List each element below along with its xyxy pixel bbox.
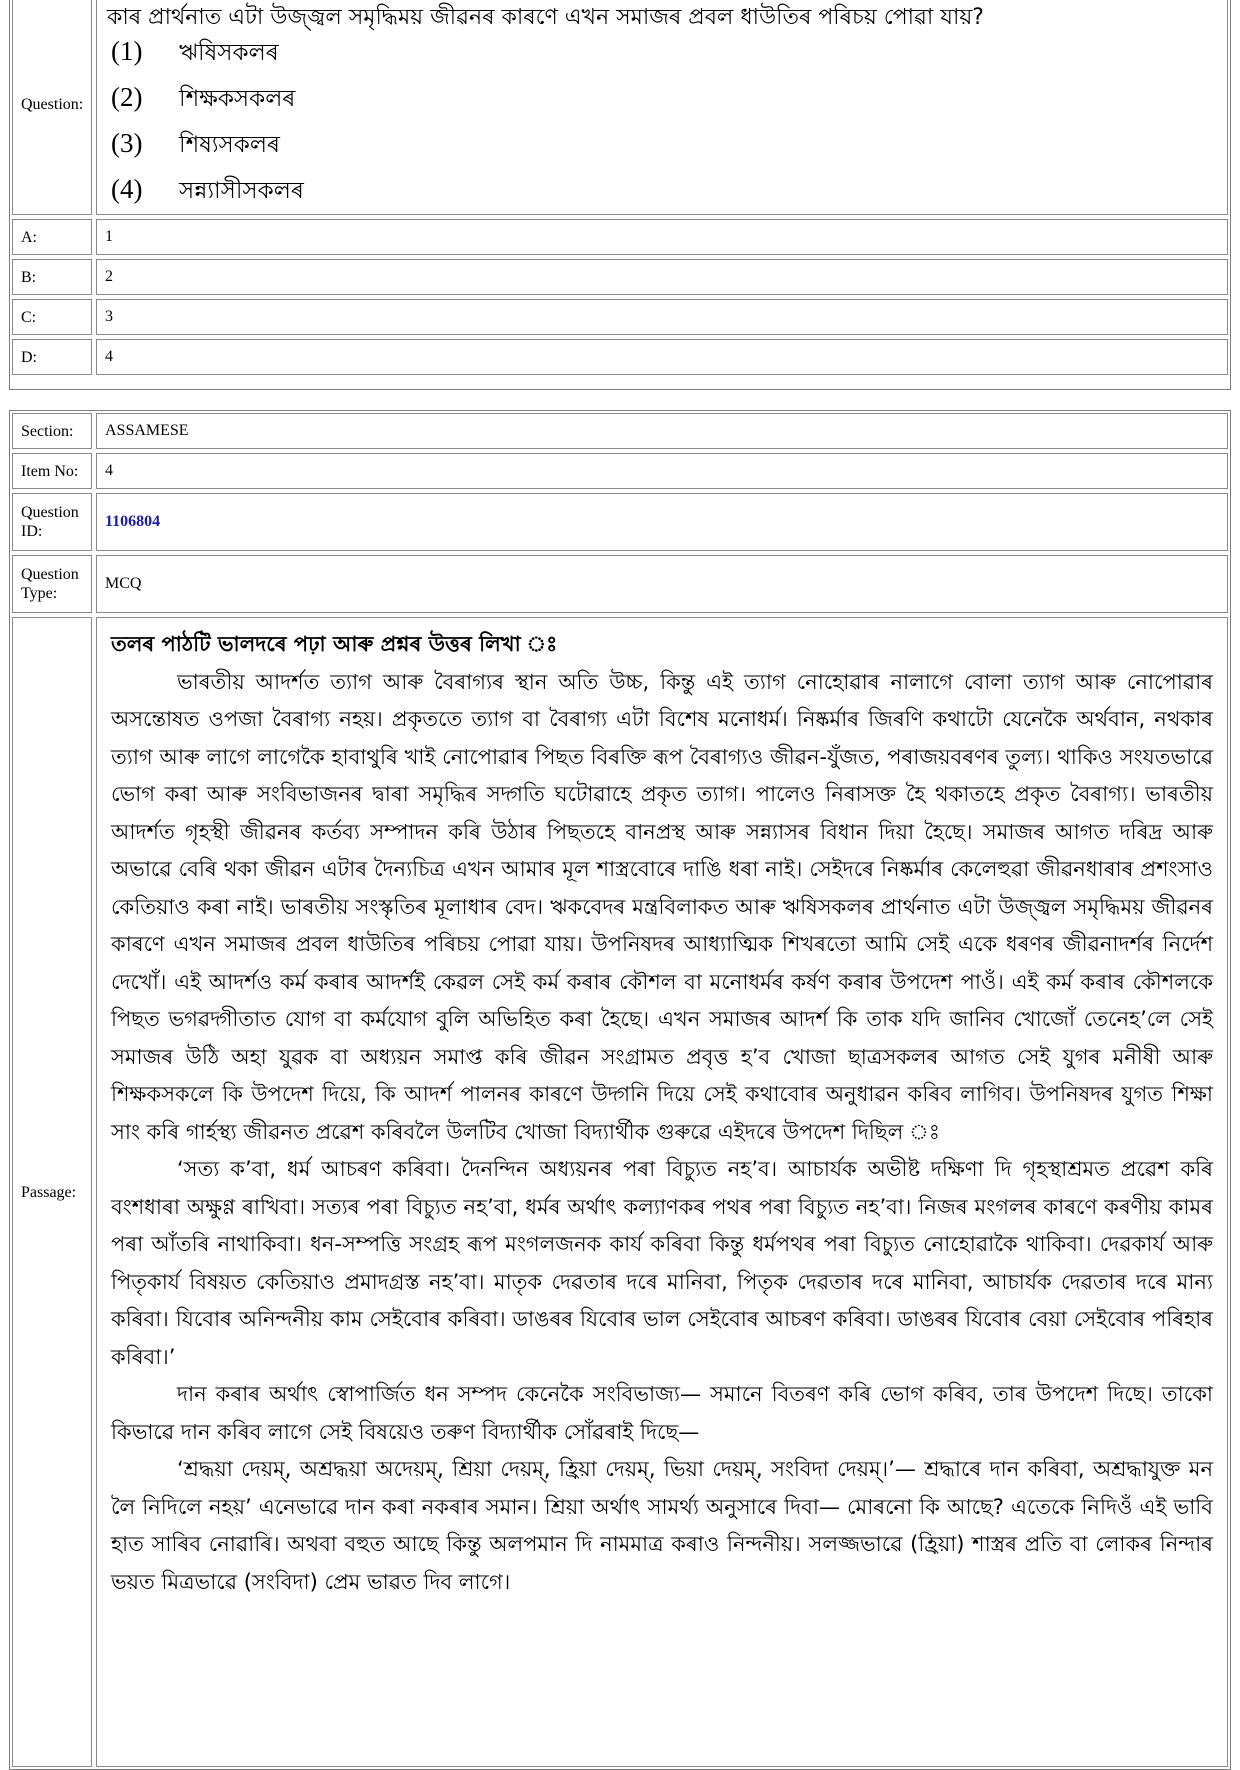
passage-paragraph: ভাৰতীয় আদৰ্শত ত্যাগ আৰু বৈৰাগ্যৰ স্থান অতি উচ্চ, কিন্তু এই ত্যাগ নোহোৱাৰ নালাগে বোলা ত্যাগ আৰু নোপোৱাৰ অসন্তোষত ওপজা বৈৰাগ্য নহয়। প্ৰকৃততে ত্যাগ বা বৈৰাগ্য এটা বিশেষ মনোধৰ্ম। নিষ্কৰ্মাৰ জিৰণি কথাটো যেনেকৈ অৰ্থবান, নথকাৰ ত্যাগ আৰু লাগে লাগেকৈ হাবাথুৰি খাই নোপোৱাৰ পিছত বিৰক্তি ৰূপ বৈৰাগ্যও জীৱন-যুঁজত, পৰাজয়বৰণৰ তুল্য। থাকিও সংযতভাৱে ভোগ কৰা আৰু সংবিভাজনৰ দ্বাৰা সমৃদ্ধিৰ সদ্গতি ঘটোৱাহে প্ৰকৃত ত্যাগ। পালেও নিৰাসক্ত হৈ থকাতহে প্ৰকৃত বৈৰাগ্য। ভাৰতীয় আদৰ্শত গৃহস্থী জীৱনৰ কৰ্তব্য সম্পাদন কৰি উঠাৰ পিছতহে বানপ্ৰস্থ আৰু সন্ন্যাসৰ বিধান দিয়া হৈছে। সমাজৰ আগত দৰিদ্ৰ আৰু অভাৱে বেৰি থকা জীৱন এটাৰ দৈন্যচিত্ৰ এখন আমাৰ মূল শাস্ত্ৰবোৰে দাঙি ধৰা নাই। সেইদৰে নিষ্কৰ্মাৰ কেলেহুৱা জীৱনধাৰাৰ প্ৰশংসাও কেতিয়াও কৰা নাই। ভাৰতীয় সংস্কৃতিৰ মূলাধাৰ বেদ। ঋকবেদৰ মন্ত্ৰবিলাকত আৰু ঋষিসকলৰ প্ৰাৰ্থনাত এটা উজ্জ্বল সমৃদ্ধিময় জীৱনৰ কাৰণে এখন সমাজৰ প্ৰবল ধাউতিৰ পৰিচয় পোৱা যায়। উপনিষদৰ আধ্যাত্মিক শিখৰতো আমি সেই একে ধৰণৰ জীৱনাদৰ্শৰ নিৰ্দেশ দেখোঁ। এই আদৰ্শও কৰ্ম কৰাৰ আদৰ্শই কেৱল সেই কৰ্ম কৰাৰ কৌশল বা মনোধৰ্মৰ কৰ্ষণ কৰাৰ উপদেশ পাওঁ। এই কৰ্ম কৰাৰ কৌশলকে পিছত ভগৱদ্গীতাত যোগ বা কৰ্মযোগ বুলি অভিহিত কৰা হৈছে। এখন সমাজৰ আদৰ্শ কি তাক যদি জানিব খোজোঁ তেনেহ’লে সেই সমাজৰ উঠি অহা যুৱক বা অধ্যয়ন সমাপ্ত কৰি জীৱন সংগ্ৰামত প্ৰবৃত্ত হ’ব খোজা ছাত্ৰসকলৰ আগত সেই যুগৰ মনীষী আৰু শিক্ষকসকলে কি উপদেশ দিয়ে, কি আদৰ্শ পালনৰ কাৰণে উদ্গনি দিয়ে সেই কথাবোৰ অনুধাৱন কৰিব লাগিব। উপনিষদৰ যুগত শিক্ষা সাং কৰি গাৰ্হস্থ্য জীৱনত প্ৰৱেশ কৰিবলৈ উলটিব খোজা বিদ্যাৰ্থীক গুৰুৱে এইদৰে উপদেশ দিছিল ঃ xyxy=(111,669,1213,1144)
answer-label: C: xyxy=(12,299,92,335)
answer-value: 1 xyxy=(96,219,1228,255)
passage-label: Passage: xyxy=(12,617,92,1767)
passage-text xyxy=(111,626,1213,1601)
question-id-value: 1106804 xyxy=(96,493,1228,551)
previous-item-table xyxy=(9,0,1231,390)
answer-label: D: xyxy=(12,339,92,375)
passage-row xyxy=(12,617,1228,1767)
question-row xyxy=(12,0,1228,215)
item-no-row xyxy=(12,453,1228,489)
question-type-value: MCQ xyxy=(96,555,1228,613)
question-type-row xyxy=(12,555,1228,613)
option-4: (4) সন্ন্যাসীসকলৰ xyxy=(111,174,304,204)
passage-paragraph: ‘সত্য ক’বা, ধৰ্ম আচৰণ কৰিবা। দৈনন্দিন অধ্যয়নৰ পৰা বিচ্যুত নহ’ব। আচাৰ্যক অভীষ্ট দক্ষিণা দি গৃহস্থাশ্ৰমত প্ৰৱেশ কৰি বংশধাৰা অক্ষুণ্ণ ৰাখিবা। সত্যৰ পৰা বিচ্যুত নহ’বা, ধৰ্মৰ অৰ্থাৎ কল্যাণকৰ পথৰ পৰা বিচ্যুত নহ’বা। নিজৰ মংগলৰ কাৰণে কৰণীয় কামৰ পৰা আঁতৰি নাথাকিবা। ধন-সম্পত্তি সংগ্ৰহ ৰূপ মংগলজনক কাৰ্য কৰিবা কিন্তু ধৰ্মপথৰ পৰা বিচ্যুত নোহোৱাকৈ থাকিবা। দেৱকাৰ্য আৰু পিতৃকাৰ্য বিষয়ত কেতিয়াও প্ৰমাদগ্ৰস্ত নহ’বা। মাতৃক দেৱতাৰ দৰে মানিবা, পিতৃক দেৱতাৰ দৰে মানিবা, আচাৰ্যক দেৱতাৰ দৰে মান্য কৰিবা। যিবোৰ অনিন্দনীয় কাম সেইবোৰ কৰিবা। ডাঙৰৰ যিবোৰ ভাল সেইবোৰ আচৰণ কৰিবা। ডাঙৰৰ যিবোৰ বেয়া সেইবোৰ পৰিহাৰ কৰিবা।’ xyxy=(111,1157,1213,1369)
question-type-label: Question Type: xyxy=(12,555,92,613)
item-no-value: 4 xyxy=(96,453,1228,489)
question-text: কাৰ প্ৰাৰ্থনাত এটা উজ্জ্বল সমৃদ্ধিময় জীৱনৰ কাৰণে এখন সমাজৰ প্ৰবল ধাউতিৰ পৰিচয় পোৱা যায়? xyxy=(107,5,984,30)
passage-paragraph: দান কৰাৰ অৰ্থাৎ স্বোপাৰ্জিত ধন সম্পদ কেনেকৈ সংবিভাজ্য— সমানে বিতৰণ কৰি ভোগ কৰিব, তাৰ উপদেশ দিছে। তাকো কিভাৱে দান কৰিব লাগে সেই বিষয়েও তৰুণ বিদ্যাৰ্থীক সোঁৱৰাই দিছে— xyxy=(111,1382,1213,1444)
answer-row-c xyxy=(12,299,1228,335)
item-no-label: Item No: xyxy=(12,453,92,489)
answer-row-b xyxy=(12,259,1228,295)
answer-value: 2 xyxy=(96,259,1228,295)
passage-paragraph: ‘শ্ৰদ্ধয়া দেয়ম্, অশ্ৰদ্ধয়া অদেয়ম্, শ্ৰিয়া দেয়ম্, হ্ৰিয়া দেয়ম্, ভিয়া দেয়ম্, সংবিদা দেয়ম্।’— শ্ৰদ্ধাৰে দান কৰিবা, অশ্ৰদ্ধাযুক্ত মন লৈ নিদিলে নহয়’ এনেভাৱে দান কৰা নকৰাৰ সমান। শ্ৰিয়া অৰ্থাৎ সামৰ্থ্য অনুসাৰে দিবা— মোৰনো কি আছে? এতেকে নিদিওঁ এই ভাবি হাত সাৰিব নোৱাৰি। অথবা বহুত আছে কিন্তু অলপমান দি নামমাত্ৰ কৰাও নিন্দনীয়। সলজ্জভাৱে (হ্ৰিয়া) শাস্ত্ৰৰ প্ৰতি বা লোকৰ নিন্দাৰ ভয়ত মিত্ৰভাৱে (সংবিদা) প্ৰেম ভাৱত দিব লাগে। xyxy=(111,1457,1213,1594)
option-3: (3) শিষ্যসকলৰ xyxy=(111,128,280,158)
section-row xyxy=(12,413,1228,449)
section-value: ASSAMESE xyxy=(96,413,1228,449)
answer-value: 4 xyxy=(96,339,1228,375)
item-table xyxy=(9,410,1231,1770)
option-1: (1) ঋষিসকলৰ xyxy=(111,36,279,66)
question-id-label: Question ID: xyxy=(12,493,92,551)
question-cell xyxy=(96,0,1228,215)
passage-cell xyxy=(96,617,1228,1767)
answer-label: B: xyxy=(12,259,92,295)
section-label: Section: xyxy=(12,413,92,449)
answer-row-a xyxy=(12,219,1228,255)
answer-value: 3 xyxy=(96,299,1228,335)
option-2: (2) শিক্ষকসকলৰ xyxy=(111,82,296,112)
question-label: Question: xyxy=(12,0,92,215)
answer-row-d xyxy=(12,339,1228,375)
passage-heading: তলৰ পাঠটি ভালদৰে পঢ়া আৰু প্ৰশ্নৰ উত্তৰ লিখা ঃ xyxy=(111,632,558,656)
answer-label: A: xyxy=(12,219,92,255)
question-id-row xyxy=(12,493,1228,551)
